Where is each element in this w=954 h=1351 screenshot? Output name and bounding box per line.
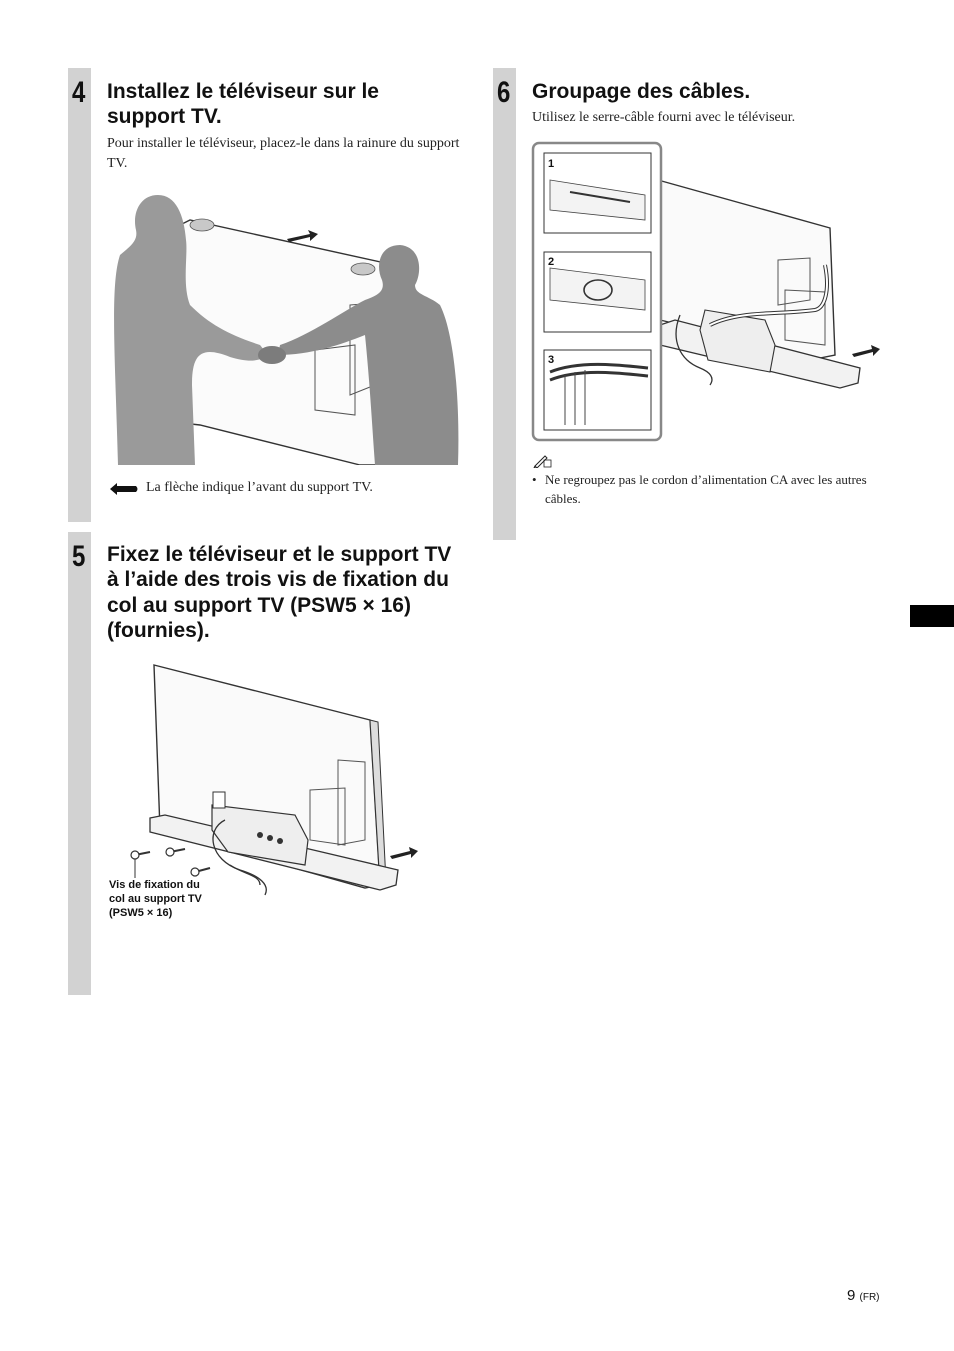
page-language: (FR) xyxy=(859,1292,880,1303)
arrow-front-icon xyxy=(390,847,418,859)
page-number xyxy=(847,1287,880,1304)
step6-bar xyxy=(493,68,516,540)
screw-icon xyxy=(131,848,210,878)
step4-illustration xyxy=(110,185,460,465)
step6-number: 6 xyxy=(497,76,511,109)
step6-note-bullet: • xyxy=(532,472,537,487)
page-number-value: 9 xyxy=(847,1287,856,1304)
step4-number: 4 xyxy=(72,76,86,109)
inset-label-2: 2 xyxy=(548,256,555,268)
step4-title: Installez le téléviseur sur le support TV. xyxy=(107,80,379,129)
step6-title: Groupage des câbles. xyxy=(532,80,751,103)
step5-title: Fixez le téléviseur et le support TV à l’aide des trois vis de fixation du col au support TV (PSW5 × 16) (fournies). xyxy=(107,543,452,643)
step4-body: Pour installer le téléviseur, placez-le dans la rainure du support TV. xyxy=(107,136,460,171)
step5-number: 5 xyxy=(72,540,86,573)
inset-label-1: 1 xyxy=(548,158,555,170)
inset-label-3: 3 xyxy=(548,354,555,366)
step6-body: Utilisez le serre-câble fourni avec le téléviseur. xyxy=(532,110,796,125)
step6-illustration xyxy=(530,140,890,445)
step5-illustration xyxy=(110,660,430,900)
side-tab xyxy=(910,605,954,627)
arrow-front-icon xyxy=(852,345,880,357)
note-pencil-icon xyxy=(533,454,553,468)
arrow-front-icon xyxy=(108,482,140,496)
step6-note: Ne regroupez pas le cordon d’alimentation CA avec les autres câbles. xyxy=(545,472,867,506)
step5-screw-label: Vis de fixation du col au support TV (PSW5 × 16) xyxy=(109,879,202,919)
step5-bar xyxy=(68,532,91,995)
step4-arrow-note: La flèche indique l’avant du support TV. xyxy=(146,480,373,495)
step4-bar xyxy=(68,68,91,522)
arrow-front-icon xyxy=(287,230,318,242)
